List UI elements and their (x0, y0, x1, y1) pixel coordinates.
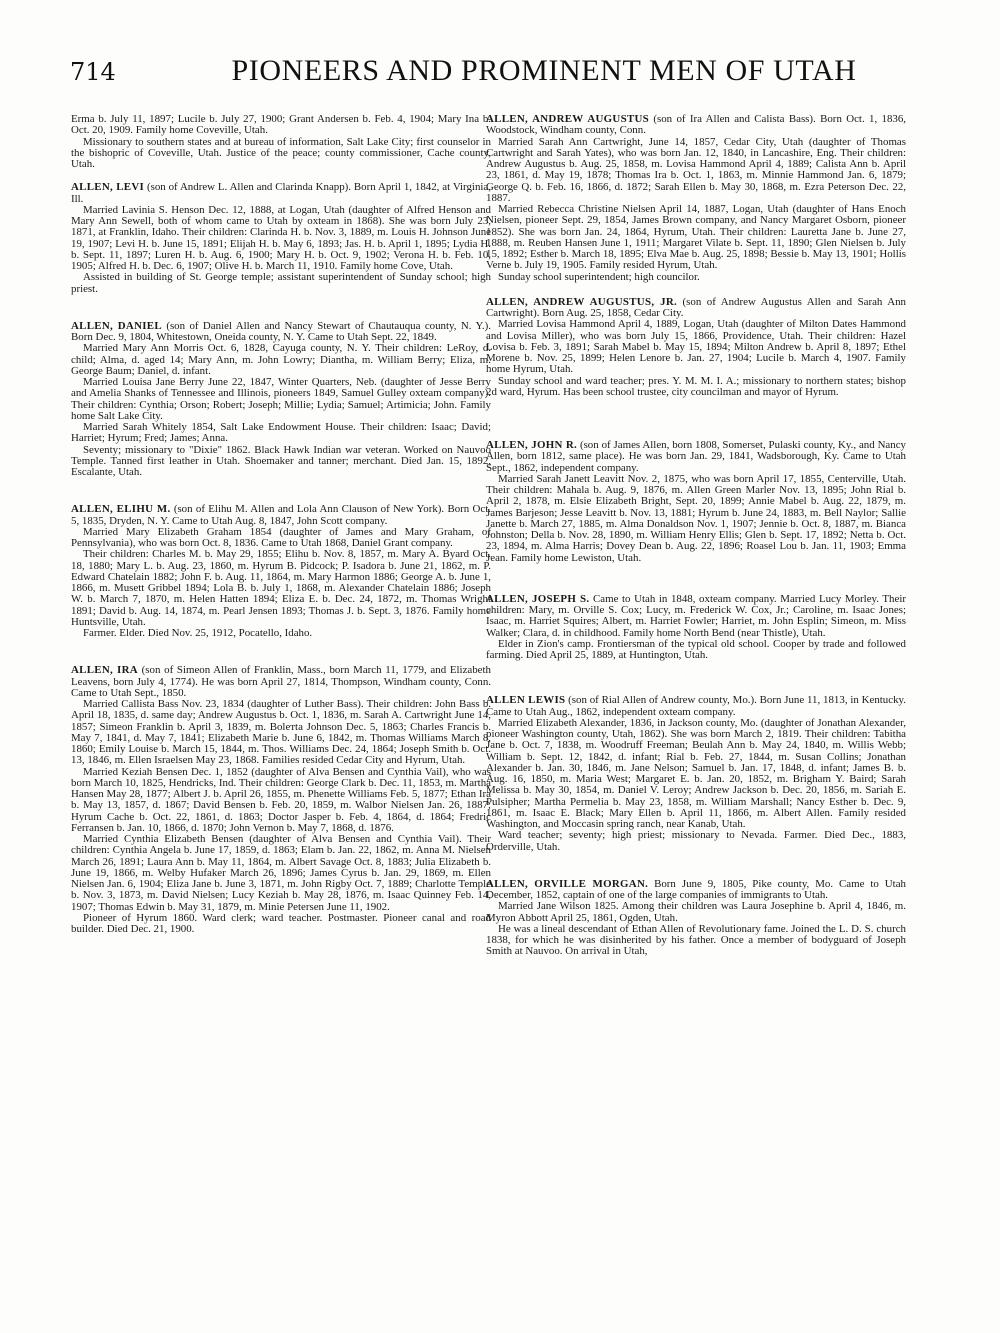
entry-text: Assisted in building of St. George temple; assistant superintendent of Sunday school; high priest. (71, 271, 491, 295)
entry-text: (son of Andrew Augustus Allen and Sarah Ann Cartwright). Born Aug. 25, 1858, Cedar City. (486, 295, 906, 319)
entry-text: Married Sarah Ann Cartwright, June 14, 1857, Cedar City, Utah (daughter of Thomas Cartwright and Sarah Yates), who was born Jan. 12, 1840, in Lancashire, Eng. Their children: Andrew Augustus b. Aug. 25, 1858, m. Lovisa Hammond April 4, 1889; Calista Ann b. April 23, 1861, d. May 19, 1878; Thomas Ira b. Oct. 1, 1863, m. Minnie Hammond Jan. 6, 1879; George Q. b. Feb. 16, 1866, d. 1872; Sarah Ellen b. May 30, 1868, m. Ezra Peterson Dec. 22, 1887. (486, 135, 906, 204)
entry-paragraph (486, 879, 906, 902)
entry-text: Ward teacher; seventy; high priest; missionary to Nevada. Farmer. Died Dec., 1883, Orderville, Utah. (486, 829, 906, 853)
entry-text: Married Elizabeth Alexander, 1836, in Jackson county, Mo. (daughter of Jonathan Alexander, pioneer Washington county, Utah, 1862). She was born March 2, 1819. Their children: Tabitha Jane b. Oct. 7, 1838, m. Woodruff Freeman; Beulah Ann b. May 24, 1840, m. Willis Webb; William b. Sept. 12, 1842, d. infant; Rial b. Feb. 27, 1844, m. Susan Collins; Jonathan Alexander b. Jan. 30, 1846, m. Jane Nelson; Samuel b. Jan. 17, 1848, d. infant; James B. b. Aug. 16, 1850, m. Maria West; Margaret E. b. Jan. 20, 1852, m. Brigham Y. Baird; Sarah Melissa b. May 30, 1854, m. Daniel V. Leroy; Andrew Jackson b. Dec. 20, 1856, m. Sariah E. Pulsipher; Martha Permelia b. May 23, 1858, m. William Marshall; Nancy Esther b. Dec. 9, 1861, m. Isaac E. Black; Mary Ellen b. April 11, 1866, m. Albert Allen. Family resided Washington, and Moccasin spring ranch, near Kanab, Utah. (486, 716, 906, 830)
entry-name: ALLEN, ANDREW AUGUSTUS (486, 113, 650, 125)
entry-paragraph (71, 422, 491, 445)
entry-paragraph (71, 665, 491, 699)
entry-text: He was a lineal descendant of Ethan Allen of Revolutionary fame. Joined the L. D. S. church 1838, for which he was disinherited by his father. Once a member of bodyguard of Joseph Smith at Nauvoo. On arrival in Utah, (486, 922, 906, 958)
entry-paragraph (71, 527, 491, 550)
right-column (486, 96, 906, 958)
entry-text: Married Mary Elizabeth Graham 1854 (daughter of James and Mary Graham, of Pennsylvania), who was born Oct. 8, 1836. Came to Utah 1868, Daniel Grant company. (71, 525, 491, 549)
entry-text: Sunday school and ward teacher; pres. Y. M. M. I. A.; missionary to northern states; bishop 2d ward, Hyrum. Has been school trustee, city councilman and mayor of Hyrum. (486, 374, 906, 398)
entry-text: Born June 9, 1805, Pike county, Mo. Came to Utah December, 1852, captain of one of the large companies of immigrants to Utah. (486, 877, 906, 901)
entry-paragraph (486, 297, 906, 320)
biography-entry (486, 297, 906, 398)
entry-text: Erma b. July 11, 1897; Lucile b. July 27, 1900; Grant Andersen b. Feb. 4, 1904; Mary Ina b. Oct. 20, 1909. Family home Coveville, Utah. (71, 113, 491, 137)
entry-paragraph (486, 901, 906, 924)
entry-text: Married Louisa Jane Berry June 22, 1847, Winter Quarters, Neb. (daughter of Jesse Berry and Amelia Shanks of Tennessee and Illinois, pioneers 1849, Samuel Gulley oxteam company). Their children: Cynthia; Orson; Robert; Joseph; Millie; Lydia; Samuel; Artimicia; John. Family home Salt Lake City. (71, 376, 491, 422)
entry-text: Married Jane Wilson 1825. Among their children was Laura Josephine b. April 4, 1846, m. Myron Abbott April 25, 1861, Ogden, Utah. (486, 900, 906, 924)
entry-paragraph (71, 628, 491, 639)
entry-text: Farmer. Elder. Died Nov. 25, 1912, Pocatello, Idaho. (83, 627, 313, 639)
entry-paragraph (71, 699, 491, 767)
entry-paragraph (486, 924, 906, 958)
biography-entry (71, 182, 491, 295)
page-title: PIONEERS AND PROMINENT MEN OF UTAH (231, 54, 857, 87)
entry-text: Married Keziah Bensen Dec. 1, 1852 (daughter of Alva Bensen and Cynthia Vail), who was born March 10, 1825, Hendricks, Ind. Their children: George Clark b. Dec. 11, 1853, m. Martha Hansen May 28, 1877; Albert J. b. April 26, 1855, m. Phenette Williams Feb. 5, 1877; Ethan Ira b. May 13, 1857, d. 1867; David Bensen b. Feb. 20, 1859, m. Walbor Nielsen Jan. 26, 1887; Hyrum Cache b. Oct. 22, 1861, d. 1863; Doctor Jasper b. Feb. 4, 1864, d. 1864; Fredric Ferransen b. Jan. 10, 1866, d. 1870; John Vernon b. May 7, 1868, d. 1876. (71, 765, 491, 834)
page-header (70, 52, 950, 92)
biography-entry (486, 879, 906, 958)
entry-paragraph (486, 319, 906, 375)
entry-text: Sunday school superintendent; high councilor. (498, 270, 700, 283)
entry-paragraph (486, 376, 906, 399)
entry-paragraph (71, 137, 491, 171)
entry-paragraph (486, 272, 906, 283)
entry-text: Married Callista Bass Nov. 23, 1834 (daughter of Luther Bass). Their children: John Bass b. April 18, 1835, d. same day; Andrew Augustus b. Oct. 1, 1836, m. Sarah A. Cartwright June 14, 1857; Simeon Franklin b. April 3, 1839, m. Bolетta Johnson Dec. 5, 1863; Charles Francis b. May 7, 1841, d. May 7, 1841; Elizabeth Marie b. June 6, 1842, m. Thomas Williams March 8, 1860; Emily Louise b. March 15, 1844, m. Thos. Williams Dec. 24, 1864; Joseph Smith b. Oct. 13, 1846, m. Ellen Israelsen May 23, 1868. Families resided Cedar City and Hyrum, Utah. (71, 698, 491, 767)
entry-paragraph (71, 343, 491, 377)
entry-text: Married Mary Ann Morris Oct. 6, 1828, Cayuga county, N. Y. Their children: LeRoy, d. child; Alma, d. aged 14; Mary Ann, m. John Lowry; Diantha, m. William Berry; Eliza, m. George Baum; Daniel, d. infant. (71, 342, 491, 377)
entry-text: (son of Andrew L. Allen and Clarinda Knapp). Born April 1, 1842, at Virginia, Ill. (71, 181, 491, 205)
entry-text: (son of Ira Allen and Calista Bass). Born Oct. 1, 1836, Woodstock, Windham county, Conn. (486, 113, 906, 137)
entry-text: (son of Rial Allen of Andrew county, Mo.). Born June 11, 1813, in Kentucky. Came to Utah Aug., 1862, independent oxteam company. (486, 694, 906, 718)
entry-paragraph (71, 114, 491, 137)
entry-text: (son of James Allen, born 1808, Somerset, Pulaski county, Ky., and Nancy Allen, born 1812, same place). He was born Jan. 29, 1841, Wadsborough, Ky. Came to Utah Sept., 1862, independent company. (486, 439, 906, 474)
entry-paragraph (71, 182, 491, 205)
entry-text: Pioneer of Hyrum 1860. Ward clerk; ward teacher. Postmaster. Pioneer canal and road builder. Died Dec. 21, 1900. (71, 911, 491, 935)
biography-entry (71, 504, 491, 639)
entry-text: (son of Daniel Allen and Nancy Stewart of Chautauqua county, N. Y.). Born Dec. 9, 1804, Whitestown, Oneida county, N. Y. Came to Utah Sept. 22, 1849. (71, 319, 491, 343)
entry-paragraph (71, 834, 491, 913)
entry-paragraph (71, 321, 491, 344)
entry-paragraph (71, 377, 491, 422)
biography-entry (486, 114, 906, 283)
entry-text: Their children: Charles M. b. May 29, 1855; Elihu b. Nov. 8, 1857, m. Mary A. Byard Oct. 18, 1880; Mary L. b. Aug. 23, 1860, m. Hyrum B. Pidcock; P. Isadora b. June 21, 1862, m. P. Edward Chatelain 1882; John F. b. Aug. 11, 1864, m. Mary Harmon 1886; George A. b. June 1, 1866, m. Musett Gribbel 1894; Lola B. b. July 1, 1868, m. Alexander Chatelain 1886; Joseph W. b. March 7, 1870, m. Helen Hatten 1894; Eliza E. b. Dec. 24, 1872, m. Thomas Wright 1891; David b. Aug. 14, 1874, m. Pearl Jensen 1893; Thomas J. b. Sept. 3, 1876. Family home Huntsville, Utah. (71, 548, 491, 628)
entry-paragraph (486, 718, 906, 831)
entry-paragraph (71, 445, 491, 479)
biography-entry (71, 665, 491, 935)
biography-entry (486, 695, 906, 853)
entry-text: Married Rebecca Christine Nielsen April 14, 1887, Logan, Utah (daughter of Hans Enoch Nielsen, pioneer Sept. 29, 1854, James Brown company, and Nancy Margaret Osborn, pioneer 1852). She was born Jan. 24, 1864, Hyrum, Utah. Their children: Lauretta Jane b. June 27, 1888, m. Reuben Hansen June 1, 1911; Margaret Vilate b. Sept. 11, 1890; Glen Nielsen b. July 15, 1892; Esther b. March 18, 1895; Elva Mae b. Aug. 25, 1898; Bessie b. May 13, 1901; Hollis Verne b. July 19, 1905. Family resided Hyrum, Utah. (486, 203, 906, 272)
entry-text: Seventy; missionary to "Dixie" 1862. Black Hawk Indian war veteran. Worked on Nauvoo Temple. Tanned first leather in Utah. Shoemaker and tanner; merchant. Died Jan. 15, 1892, Escalante, Utah. (71, 443, 491, 478)
entry-paragraph (71, 549, 491, 628)
entry-name: ALLEN, ANDREW AUGUSTUS, JR. (486, 295, 678, 308)
entry-paragraph (71, 272, 491, 295)
page-number: 714 (70, 58, 116, 86)
entry-paragraph (71, 205, 491, 273)
entry-paragraph (486, 639, 906, 662)
entry-paragraph (486, 474, 906, 564)
left-column (71, 96, 491, 935)
biography-entry (486, 440, 906, 564)
entry-text: Married Lavinia S. Henson Dec. 12, 1888, at Logan, Utah (daughter of Alfred Henson and Mary Ann Sewell, both of whom came to Utah by oxteam in 1868). She was born July 23, 1871, at Franklin, Idaho. Their children: Clarinda H. b. Nov. 3, 1889, m. Louis H. Johnson June 19, 1907; Levi H. b. June 15, 1891; Elijah H. b. May 6, 1893; Jas. H. b. April 1, 1895; Lydia H. b. Sept. 11, 1897; Luren H. b. Aug. 6, 1900; Mary H. b. Oct. 9, 1902; Verona H. b. Feb. 10, 1905; Alfred H. b. Dec. 6, 1907; Olive H. b. March 11, 1910. Family home Cove, Utah. (71, 203, 491, 272)
entry-paragraph (486, 440, 906, 474)
entry-name: ALLEN, JOSEPH S. (486, 592, 590, 605)
entry-name: ALLEN LEWIS (486, 694, 566, 707)
biography-entry (71, 321, 491, 479)
entry-text: Married Sarah Whitely 1854, Salt Lake Endowment House. Their children: Isaac; David; Harriet; Hyrum; Fred; James; Anna. (71, 421, 491, 445)
entry-text: (son of Elihu M. Allen and Lola Ann Clauson of New York). Born Oct. 5, 1835, Dryden, N. Y. Came to Utah Aug. 8, 1847, John Scott company. (71, 503, 491, 527)
entry-name: ALLEN, ELIHU M. (71, 503, 171, 516)
entry-paragraph (71, 767, 491, 835)
entry-paragraph (71, 504, 491, 527)
biography-entry (486, 594, 906, 662)
entry-text: Came to Utah in 1848, oxteam company. Married Lucy Morley. Their children: Mary, m. Orville S. Cox; Lucy, m. Frederick W. Cox, Jr.; Caroline, m. Isaac Jones; Isaac, m. Harriet Squires; Albert, m. Harriet Fowler; Harriet, m. John Esplin; Simeon, m. Miss Walker; Clara, d. in childhood. Family home North Bend (near Thistle), Utah. (486, 592, 906, 639)
entry-text: Married Sarah Janett Leavitt Nov. 2, 1875, who was born April 17, 1855, Centerville, Utah. Their children: Mahala b. Aug. 9, 1876, m. Allen Green Marler Nov. 13, 1895; John Rial b. April 2, 1878, m. Elsie Elizabeth Bright, Sept. 20, 1899; Annie Mabel b. Aug. 22, 1879, m. James Barjeson; Jesse Leavitt b. Nov. 13, 1881; Hyrum b. June 24, 1883, m. Bell Naylor; Sallie Janette b. March 27, 1885, m. Alma Donaldson Nov. 1, 1907; Jennie b. Oct. 8, 1887, m. Bianca Johnston; Della b. Nov. 28, 1890, m. William Henry Ellis; Glen b. Sept. 17, 1892; Netta b. Oct. 23, 1894, m. Alma Harris; Dovey Dean b. Aug. 22, 1896; Roasel Lou b. Jan. 11, 1903; Emma Jean. Family home Lewiston, Utah. (486, 472, 906, 564)
entry-paragraph (486, 137, 906, 205)
entry-name: ALLEN, DANIEL (71, 319, 162, 332)
entry-paragraph (486, 830, 906, 853)
entry-text: Married Cynthia Elizabeth Bensen (daughter of Alva Bensen and Cynthia Vail). Their children: Cynthia Angela b. June 17, 1859, d. 1863; Elam b. Jan. 22, 1862, m. Anna M. Nielsen March 26, 1891; Laura Ann b. May 11, 1864, m. Albert Savage Oct. 8, 1883; Julia Elizabeth b. June 19, 1866, m. Welby Hufaker March 26, 1896; James Cyrus b. Jan. 29, 1869, m. Ellen Nielsen Jan. 6, 1904; Eliza Jane b. June 3, 1871, m. John Rigby Oct. 7, 1889; Charlotte Temple b. Nov. 3, 1873, m. David Nielsen; Lucy Keziah b. May 28, 1876, m. Isaac Quinney Feb. 14, 1907; Thomas Edwin b. May 31, 1879, m. Minie Petersen June 11, 1902. (71, 833, 491, 913)
entry-text: (son of Simeon Allen of Franklin, Mass., born March 11, 1779, and Elizabeth Leavens, born July 4, 1774). He was born April 27, 1814, Thompson, Windham county, Conn. Came to Utah Sept., 1850. (71, 664, 491, 699)
entry-name: ALLEN, JOHN R. (486, 439, 578, 451)
entry-text: Missionary to southern states and at bureau of information, Salt Lake City; first counselor in the bishopric of Coveville, Utah. Justice of the peace; county commissioner, Cache county, Utah. (71, 135, 491, 170)
biography-entry (71, 114, 491, 170)
entry-paragraph (71, 913, 491, 936)
entry-name: ALLEN, LEVI (71, 181, 145, 194)
entry-name: ALLEN, ORVILLE MORGAN. (486, 877, 649, 890)
entry-paragraph (486, 695, 906, 718)
entry-paragraph (486, 594, 906, 639)
entry-paragraph (486, 204, 906, 272)
entry-name: ALLEN, IRA (71, 664, 138, 677)
entry-text: Married Lovisa Hammond April 4, 1889, Logan, Utah (daughter of Milton Dates Hammond and Lovisa Miller), who was born July 15, 1866, Providence, Utah. Their children: Hazel Lovisa b. Feb. 3, 1891; Sarah Mabel b. May 15, 1894; Milton Andrew b. April 8, 1897; Ethel Morene b. Nov. 25, 1899; Helen Lenore b. Jan. 27, 1904; Lucile b. March 4, 1907. Family home Hyrum, Utah. (486, 318, 906, 376)
entry-paragraph (486, 114, 906, 137)
entry-text: Elder in Zion's camp. Frontiersman of the typical old school. Cooper by trade and followed farming. Died April 25, 1889, at Huntington, Utah. (486, 637, 906, 661)
